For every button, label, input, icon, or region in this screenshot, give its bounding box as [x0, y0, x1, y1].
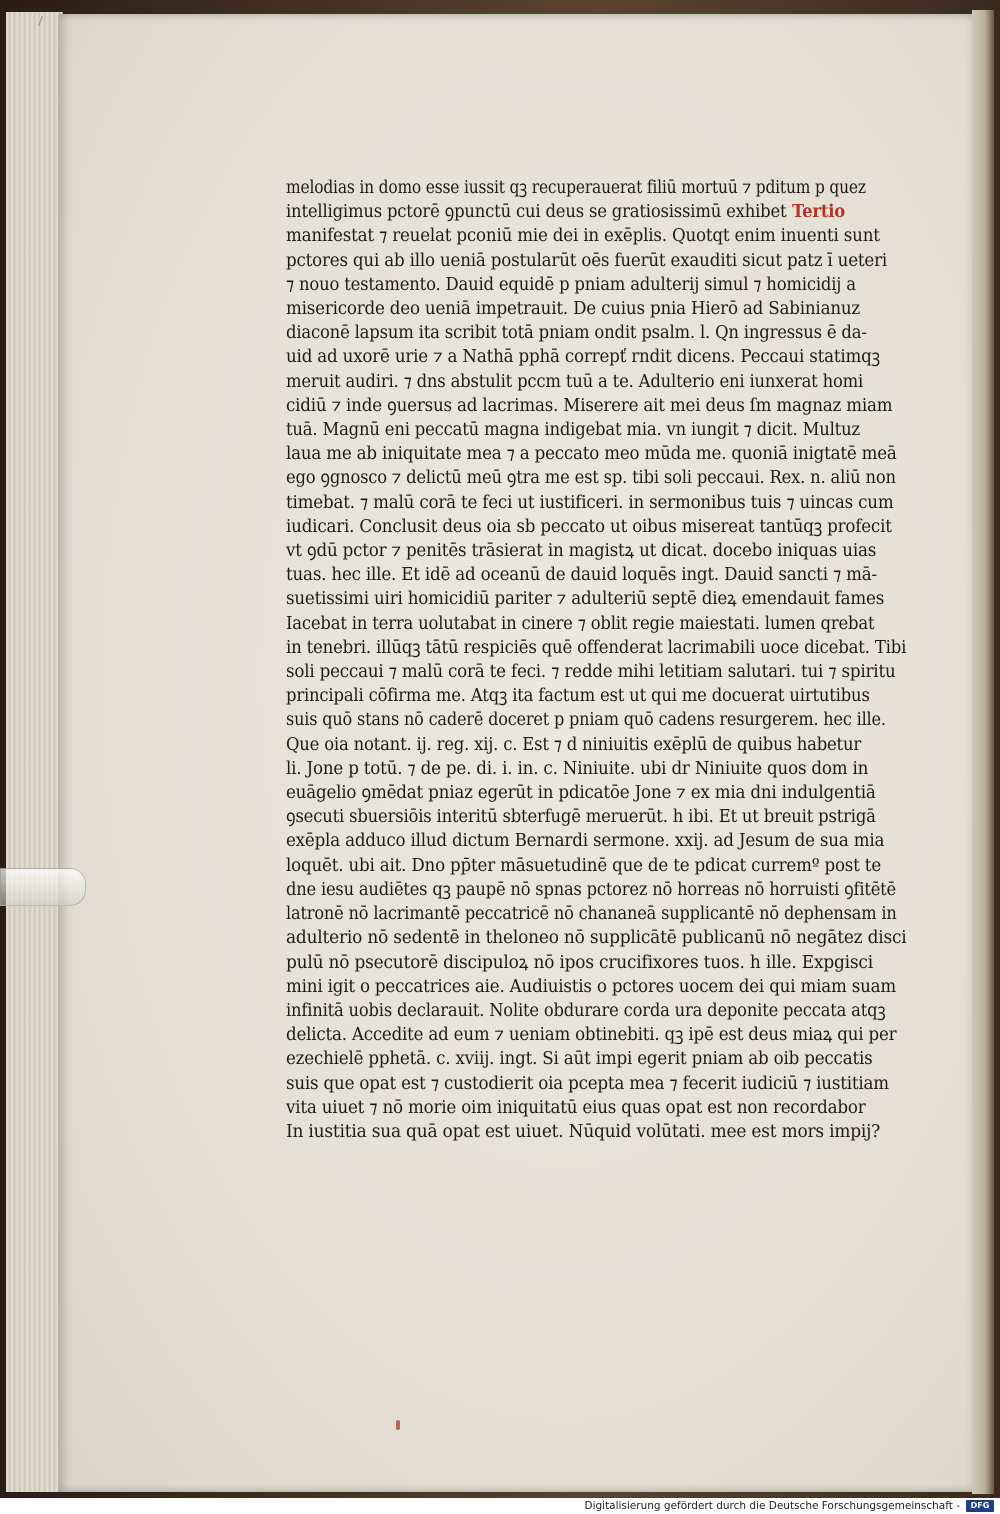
footer-bar — [0, 1498, 1000, 1514]
text-line: diaconē lapsum ita scribit totā pniam ondit psalm. l. Qn ingressus ē da- — [286, 323, 867, 344]
text-line: iudicari. Conclusit deus oia sb peccato ut oibus misereat tantūqꝫ profecit — [286, 516, 892, 537]
dfg-logo: DFG — [966, 1500, 994, 1512]
text-line: melodias in domo esse iussit qꝫ recuperauerat filiū mortuū ⁊ pditum p quez — [286, 178, 866, 198]
text-line: adulterio nō sedentē in theloneo nō supplicātē publicanū nō negātez disci — [286, 928, 907, 949]
ink-stain — [396, 1420, 400, 1430]
text-line: vt ꝯdū pctor ⁊ penitēs trāsierat in magistꝝ ut dicat. docebo iniquas uias — [286, 541, 877, 562]
text-line: suetissimi uiri homicidiū pariter ⁊ adulteriū septē dieꝝ emendauit fames — [286, 589, 885, 610]
text-line: timebat. ⁊ malū corā te feci ut iustificeri. in sermonibus tuis ⁊ uincas cum — [286, 492, 894, 513]
text-line: infinitā uobis declarauit. Nolite obdurare corda ura deponite peccata atqꝫ — [286, 1000, 886, 1021]
text-line: In iustitia sua quā opat est uiuet. Nūquid volūtati. mee est mors impij? — [286, 1121, 881, 1142]
book-right-edge — [972, 10, 994, 1494]
text-line: Que oia notant. ij. reg. xij. c. Est ⁊ d niniuitis exēplū de quibus habetur — [286, 734, 862, 755]
text-line: ꝯsecuti sbuersiōis interitū sbterfugē meruerūt. h ibi. Et ut breuit pstrigā — [286, 807, 876, 828]
text-line: uid ad uxorē urie ⁊ a Nathā pphā correpť rndit dicens. Peccaui statimqꝫ — [286, 347, 880, 368]
rubric-paragraph-mark: Tertio — [786, 202, 846, 223]
text-line: tuā. Magnū eni peccatū magna indigebat mia. vn iungit ⁊ dicit. Multuz — [286, 420, 860, 441]
incunable-text-block — [286, 176, 926, 1144]
text-line: loquēt. ubi ait. Dno pp̄ter māsuetudinē que de te pdicat curremº post te — [286, 855, 881, 876]
text-line: mini igit o peccatrices aie. Audiuistis o pctores uocem dei qui miam suam — [286, 976, 897, 997]
stacked-page-edges — [6, 12, 63, 1492]
text-line: principali cōfirma me. Atqꝫ ita factum est ut qui me docuerat uirtutibus — [286, 686, 870, 707]
text-line: ezechielē pphetā. c. xviij. ingt. Si aūt impi egerit pniam ab oib peccatis — [286, 1049, 873, 1070]
text-line: li. Jone p totū. ⁊ de pe. di. i. in. c. Niniuite. ubi dr Niniuite quos dom in — [286, 758, 869, 779]
text-line: suis que opat est ⁊ custodierit oia pcepta mea ⁊ fecerit iudiciū ⁊ iustitiam — [286, 1073, 889, 1094]
text-line: latronē nō lacrimantē peccatricē nō chananeā supplicantē nō dephensam in — [286, 904, 897, 925]
text-line: meruit audiri. ⁊ dns abstulit pccm tuū a te. Adulterio eni iunxerat homi — [286, 371, 864, 392]
text-line: pulū nō psecutorē discipuloꝝ nō ipos crucifixores tuos. h ille. Expgisci — [286, 952, 873, 973]
text-line: suis quō stans nō caderē doceret p pniam quō cadens resurgerem. hec ille. — [286, 710, 886, 731]
text-line: pctores qui ab illo ueniā postularūt oēs fuerūt exauditi sicut patz ī ueteri — [286, 250, 888, 271]
text-line: ego ꝯgnosco ⁊ delictū meū ꝯtra me est sp. tibi soli peccaui. Rex. n. aliū non — [286, 468, 896, 489]
funding-credit: Digitalisierung gefördert durch die Deutsche Forschungsgemeinschaft - — [584, 1500, 960, 1512]
text-line: vita uiuet ⁊ nō morie oim iniquitatū eius quas opat est non recordabor — [286, 1097, 866, 1118]
text-line: manifestat ⁊ reuelat pconiū mie dei in exēplis. Quotqt enim inuenti sunt — [286, 226, 880, 247]
text-line: dne iesu audiētes qꝫ paupē nō spnas pctorez nō horreas nō horruisti ꝯfitētē — [286, 879, 896, 900]
text-line: Iacebat in terra uolutabat in cinere ⁊ oblit regie maiestati. lumen qrebat — [286, 613, 875, 634]
text-line: delicta. Accedite ad eum ⁊ ueniam obtinebiti. qꝫ ipē est deus miaꝝ qui per — [286, 1025, 897, 1046]
text-line: exēpla adduco illud dictum Bernardi sermone. xxij. ad Jesum de sua mia — [286, 831, 885, 852]
text-line: soli peccaui ⁊ malū corā te feci. ⁊ redde mihi letitiam salutari. tui ⁊ spiritu — [286, 662, 896, 683]
text-line: intelligimus pctorē ꝯpunctū cui deus se gratiosissimū exhibet Tertio — [286, 202, 846, 223]
text-line: laua me ab iniquitate mea ⁊ a peccato meo mūda me. quoniā inigtatē meā — [286, 444, 897, 465]
text-line: ⁊ nouo testamento. Dauid equidē p pniam adulterij simul ⁊ homicidij a — [286, 274, 856, 295]
text-line: euāgelio ꝯmēdat pniaz egerūt in pdicatōe Jone ⁊ ex mia dni indulgentiā — [286, 783, 876, 804]
text-line: misericorde deo ueniā impetrauit. De cuius pnia Hierō ad Sabinianuz — [286, 299, 861, 320]
text-line: tuas. hec ille. Et idē ad oceanū de dauid loquēs ingt. Dauid sancti ⁊ mā- — [286, 565, 877, 586]
plastic-clip — [0, 868, 86, 906]
text-line: cidiū ⁊ inde ꝯuersus ad lacrimas. Miserere ait mei deus ſm magnaz miam — [286, 395, 893, 416]
text-line: in tenebri. illūqꝫ tātū respiciēs quē offenderat lacrimabili uoce dicebat. Tibi — [286, 637, 907, 658]
